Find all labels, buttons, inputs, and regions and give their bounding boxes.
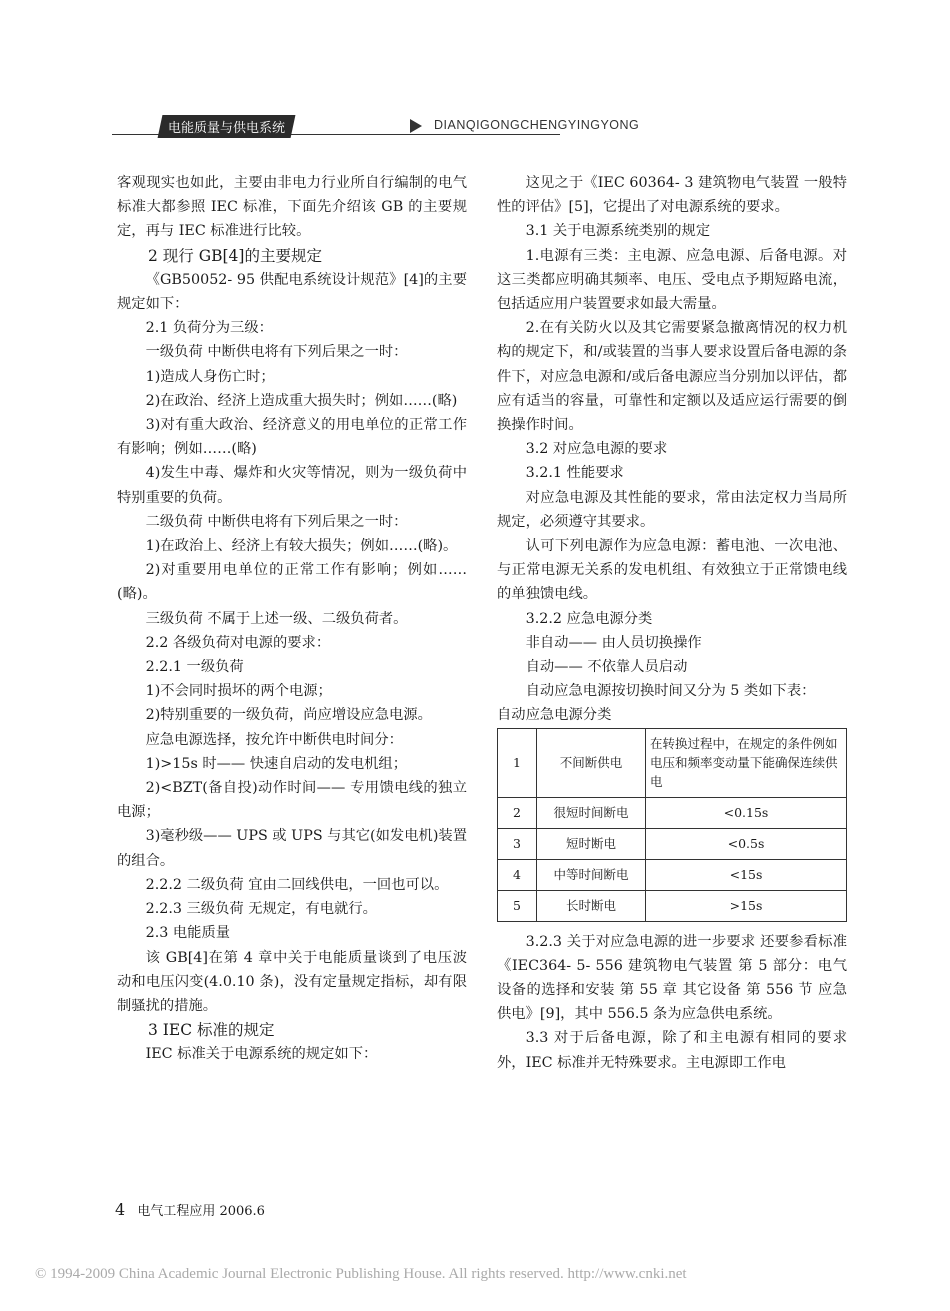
paragraph: 自动—— 不依靠人员启动 xyxy=(525,659,688,676)
paragraph: 2.2 各级负荷对电源的要求： xyxy=(145,634,331,651)
table-cell-value: <0.5s xyxy=(646,828,847,859)
paragraph: 《GB50052- 95 供配电系统设计规范》[4]的主要规定如下： xyxy=(117,271,467,313)
paragraph: 2.在有关防火以及其它需要紧急撤离情况的权力机构的规定下，和/或装置的当事人要求设置后备电源的条件下，对应急电源和/或后备电源应当分别加以评估，都应有适当的容量，可靠性和定额以及适应运行需要的倒换操作时间。 xyxy=(497,320,847,434)
paragraph: 1)在政治上、经济上有较大损失；例如……(略)。 xyxy=(145,538,458,555)
paragraph: 对应急电源及其性能的要求，常由法定权力当局所规定，必须遵守其要求。 xyxy=(497,489,847,530)
table-cell-name: 长时断电 xyxy=(537,890,646,921)
journal-issue: 电气工程应用 2006.6 xyxy=(137,1204,265,1219)
paragraph: 3)毫秒级—— UPS 或 UPS 与其它(如发电机)装置的组合。 xyxy=(117,828,467,869)
paragraph: 3.2 对应急电源的要求 xyxy=(525,441,668,458)
paragraph: 3.2.2 应急电源分类 xyxy=(525,610,653,627)
table-cell-name: 不间断供电 xyxy=(537,728,646,797)
paragraph: 1)>15s 时—— 快速自启动的发电机组； xyxy=(145,755,408,772)
table-row xyxy=(498,859,847,890)
paragraph: 非自动—— 由人员切换操作 xyxy=(525,634,702,651)
paragraph: 三级负荷 不属于上述一级、二级负荷者。 xyxy=(145,610,408,627)
paragraph: 3.1 关于电源系统类别的规定 xyxy=(525,223,711,240)
table-cell-value: <0.15s xyxy=(646,797,847,828)
paragraph: 2)特别重要的一级负荷，尚应增设应急电源。 xyxy=(145,707,432,724)
header-arrow-icon xyxy=(410,119,422,133)
header-section-en: DIANQIGONGCHENGYINGYONG xyxy=(430,118,643,132)
paragraph: 一级负荷 中断供电将有下列后果之一时： xyxy=(145,344,408,361)
paragraph: 1.电源有三类：主电源、应急电源、后备电源。对这三类都应明确其频率、电压、受电点予期短路电流，包括适应用户装置要求如最大需量。 xyxy=(497,247,847,313)
running-header xyxy=(112,115,640,137)
paragraph: 2.2.1 一级负荷 xyxy=(145,659,244,676)
paragraph: 自动应急电源按切换时间又分为 5 类如下表： xyxy=(525,683,816,700)
table-cell-no: 5 xyxy=(498,890,537,921)
paragraph: 3 IEC 标准的规定 xyxy=(148,1021,275,1040)
table-cell-no: 4 xyxy=(498,859,537,890)
paragraph: 二级负荷 中断供电将有下列后果之一时： xyxy=(145,513,408,530)
paragraph: 认可下列电源作为应急电源：蓄电池、一次电池、与正常电源无关系的发电机组、有效独立于正常馈电线的单独馈电线。 xyxy=(497,538,847,603)
table-caption: 自动应急电源分类 xyxy=(497,707,612,724)
paragraph: 2.3 电能质量 xyxy=(145,925,231,942)
paragraph: 3.2.1 性能要求 xyxy=(525,465,624,482)
paragraph: 2.2.3 三级负荷 无规定，有电就行。 xyxy=(145,901,377,918)
paragraph: 3.3 对于后备电源，除了和主电源有相同的要求外，IEC 标准并无特殊要求。主电源即工作电 xyxy=(497,1030,847,1071)
table-cell-name: 短时断电 xyxy=(537,828,646,859)
left-column xyxy=(117,171,467,1067)
table-cell-value: <15s xyxy=(646,859,847,890)
right-column xyxy=(497,171,847,1075)
paragraph: 客观现实也如此，主要由非电力行业所自行编制的电气标准大都参照 IEC 标准，下面先介绍该 GB 的主要规定，再与 IEC 标准进行比较。 xyxy=(117,175,467,240)
table-row xyxy=(498,890,847,921)
page-footer xyxy=(115,1200,265,1219)
paragraph: 2.1 负荷分为三级： xyxy=(145,320,273,337)
paragraph: 2)对重要用电单位的正常工作有影响；例如……(略)。 xyxy=(117,562,467,603)
table-cell-value: >15s xyxy=(646,890,847,921)
paragraph: 这见之于《IEC 60364- 3 建筑物电气装置 一般特性的评估》[5]，它提出了对电源系统的要求。 xyxy=(497,175,847,216)
page-number: 4 xyxy=(115,1200,126,1219)
paragraph: 2.2.2 二级负荷 宜由二回线供电，一回也可以。 xyxy=(145,876,449,893)
paragraph: 4)发生中毒、爆炸和火灾等情况，则为一级负荷中特别重要的负荷。 xyxy=(117,465,467,506)
copyright-notice: © 1994-2009 China Academic Journal Electronic Publishing House. All rights reserved. http://www.cnki.net xyxy=(35,1266,687,1282)
paragraph: IEC 标准关于电源系统的规定如下： xyxy=(145,1046,378,1063)
paragraph: 3)对有重大政治、经济意义的用电单位的正常工作有影响；例如……(略) xyxy=(117,417,467,458)
paragraph: 1)造成人身伤亡时； xyxy=(145,368,275,385)
table-cell-no: 3 xyxy=(498,828,537,859)
table-cell-no: 2 xyxy=(498,797,537,828)
paragraph: 应急电源选择，按允许中断供电时间分： xyxy=(145,731,403,748)
table-cell-name: 中等时间断电 xyxy=(537,859,646,890)
table-cell-name: 很短时间断电 xyxy=(537,797,646,828)
paragraph: 1)不会同时损坏的两个电源； xyxy=(145,683,332,700)
table-row xyxy=(498,728,847,797)
paragraph: 该 GB[4]在第 4 章中关于电能质量谈到了电压波动和电压闪变(4.0.10 条)，没有定量规定指标，却有限制骚扰的措施。 xyxy=(117,949,467,1014)
table-cell-no: 1 xyxy=(498,728,537,797)
table-cell-value: 在转换过程中，在规定的条件例如电压和频率变动量下能确保连续供电 xyxy=(646,728,847,797)
paragraph: 3.2.3 关于对应急电源的进一步要求 还要参看标准《IEC364- 5- 556 建筑物电气装置 第 5 部分：电气设备的选择和安装 第 55 章 其它设备 第 556 节 应急供电》[9]，其中 556.5 条为应急供电系统。 xyxy=(497,933,847,1023)
paragraph: 2)在政治、经济上造成重大损失时；例如……(略) xyxy=(145,392,458,409)
table-row xyxy=(498,797,847,828)
right-column-bottom xyxy=(497,930,847,1075)
classification-table xyxy=(497,728,847,922)
header-section-tab: 电能质量与供电系统 xyxy=(158,115,296,138)
table-row xyxy=(498,828,847,859)
paragraph: 2)<BZT(备自投)动作时间—— 专用馈电线的独立电源； xyxy=(117,780,467,821)
right-column-top xyxy=(497,171,847,703)
paragraph: 2 现行 GB[4]的主要规定 xyxy=(148,246,322,265)
